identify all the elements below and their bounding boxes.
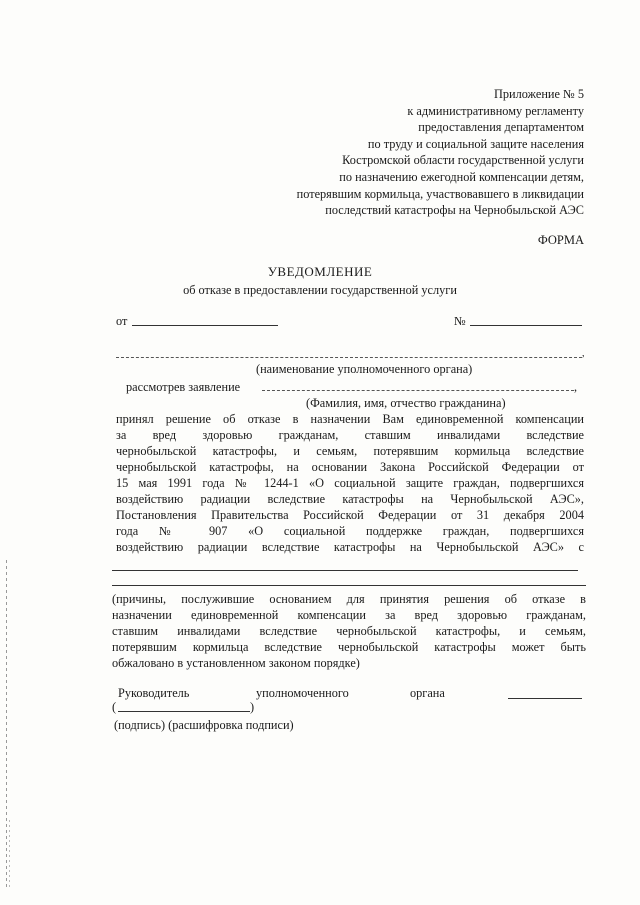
body-line: за вред здоровью гражданам, ставшим инвалидами вследствие xyxy=(116,428,584,442)
signature-authorized-word: уполномоченного xyxy=(256,686,349,700)
reasons-line: ставшим инвалидами вследствие чернобыльской катастрофы, и семьям, xyxy=(112,624,586,638)
header-line: Костромской области государственной услуги xyxy=(342,153,584,168)
comma-mark: , xyxy=(574,380,578,394)
applicant-field-line[interactable] xyxy=(262,390,574,391)
body-line: чернобыльской катастрофы, и семьям, потерявшим кормильца вследствие xyxy=(116,444,584,458)
reasons-line: обжаловано в установленном законом порядке) xyxy=(112,656,360,670)
close-paren: ) xyxy=(250,700,255,714)
reasons-line: назначении единовременной компенсации за вред здоровью гражданам, xyxy=(112,608,586,622)
body-line: года № 907 «О социальной поддержке граждан, подвергшихся xyxy=(116,524,584,538)
document-title: УВЕДОМЛЕНИЕ xyxy=(267,264,373,279)
body-line: воздействию радиации вследствие катастрофы на Чернобыльской АЭС», xyxy=(116,492,584,506)
reasons-line: (причины, послужившие основанием для принятия решения об отказе в xyxy=(112,592,586,606)
body-line: принял решение об отказе в назначении Вам единовременной компенсации xyxy=(116,412,584,426)
reasons-field-line[interactable] xyxy=(112,585,586,586)
date-field-line[interactable] xyxy=(132,325,278,326)
signature-organ-word: органа xyxy=(410,686,445,700)
scan-artifact xyxy=(6,560,7,890)
header-line: предоставления департаментом xyxy=(418,120,584,135)
header-line: потерявшим кормильца, участвовавшего в ликвидации xyxy=(296,186,584,201)
authority-field-line[interactable] xyxy=(116,357,582,358)
header-line: по труду и социальной защите населения xyxy=(367,136,584,151)
applicant-caption: (Фамилия, имя, отчество гражданина) xyxy=(306,396,506,410)
signature-name-field-line[interactable] xyxy=(118,711,250,712)
reasons-line: потерявшим кормильца вследствие чернобыльской катастрофы может быть xyxy=(112,640,586,654)
header-line: последствий катастрофы на Чернобыльской АЭС xyxy=(325,203,584,218)
scan-artifact xyxy=(9,820,10,890)
reasons-caption xyxy=(112,591,586,671)
body-line: чернобыльской катастрофы, на основании Закона Российской Федерации от xyxy=(116,460,584,474)
header-line: к административному регламенту xyxy=(407,103,584,118)
comma-mark: , xyxy=(582,348,585,359)
header-line: по назначению ежегодной компенсации детям, xyxy=(339,169,584,184)
form-label: ФОРМА xyxy=(537,233,584,247)
signature-field-line[interactable] xyxy=(508,698,582,699)
from-label: от xyxy=(116,314,128,328)
open-paren: ( xyxy=(112,700,117,714)
signature-caption: (подпись) (расшифровка подписи) xyxy=(114,718,294,732)
appendix-header xyxy=(297,86,584,219)
reasons-field-line[interactable] xyxy=(112,570,578,571)
number-label: № xyxy=(454,314,466,328)
authority-caption: (наименование уполномоченного органа) xyxy=(256,362,473,376)
body-line: Постановления Правительства Российской Федерации от 31 декабря 2004 xyxy=(116,508,584,522)
number-field-line[interactable] xyxy=(470,325,582,326)
body-line: 15 мая 1991 года № 1244-1 «О социальной защите граждан, подвергшихся xyxy=(116,476,584,490)
document-subtitle: об отказе в предоставлении государственной услуги xyxy=(183,283,457,297)
signature-head-word: Руководитель xyxy=(118,686,190,700)
header-line: Приложение № 5 xyxy=(493,87,584,101)
reviewed-label: рассмотрев заявление xyxy=(126,380,241,394)
body-line: воздействию радиации вследствие катастрофы на Чернобыльской АЭС» с xyxy=(116,540,584,554)
